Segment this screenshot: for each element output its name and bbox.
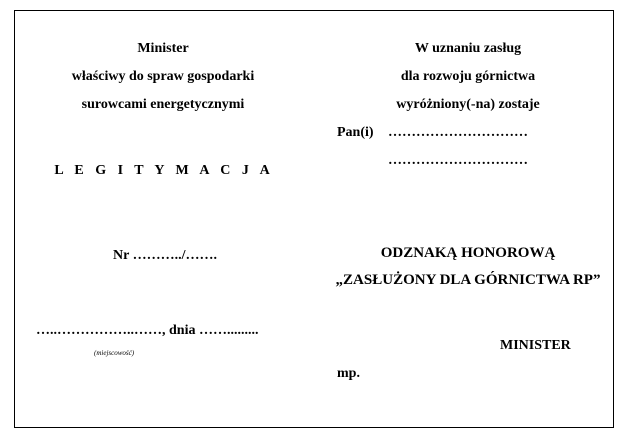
issuer-line-2: właściwy do spraw gospodarki [71,69,255,84]
issuer-line-3: surowcami energetycznymi [81,97,245,112]
stamp-label: mp. [337,366,360,381]
recipient-label: Pan(i) [337,125,374,140]
recipient-dots-2: ………………………… [388,153,528,168]
award-line-3: wyróżniony(-na) zostaje [396,97,540,112]
badge-name-line-1: ODZNAKĄ HONOROWĄ [380,245,556,261]
document-title: L E G I T Y M A C J A [54,163,274,178]
issuer-line-1: Minister [137,41,189,56]
number-line: Nr ………../……. [113,248,217,263]
signature-label: MINISTER [500,338,571,353]
place-hint: (miejscowość) [94,349,135,357]
recipient-dots-1: ………………………… [388,125,528,140]
badge-name-line-2: „ZASŁUŻONY DLA GÓRNICTWA RP” [335,272,601,288]
award-line-1: W uznaniu zasług [414,41,522,56]
award-line-2: dla rozwoju górnictwa [400,69,536,84]
place-date-line: …..……………..……, dnia ……......... [36,323,259,338]
